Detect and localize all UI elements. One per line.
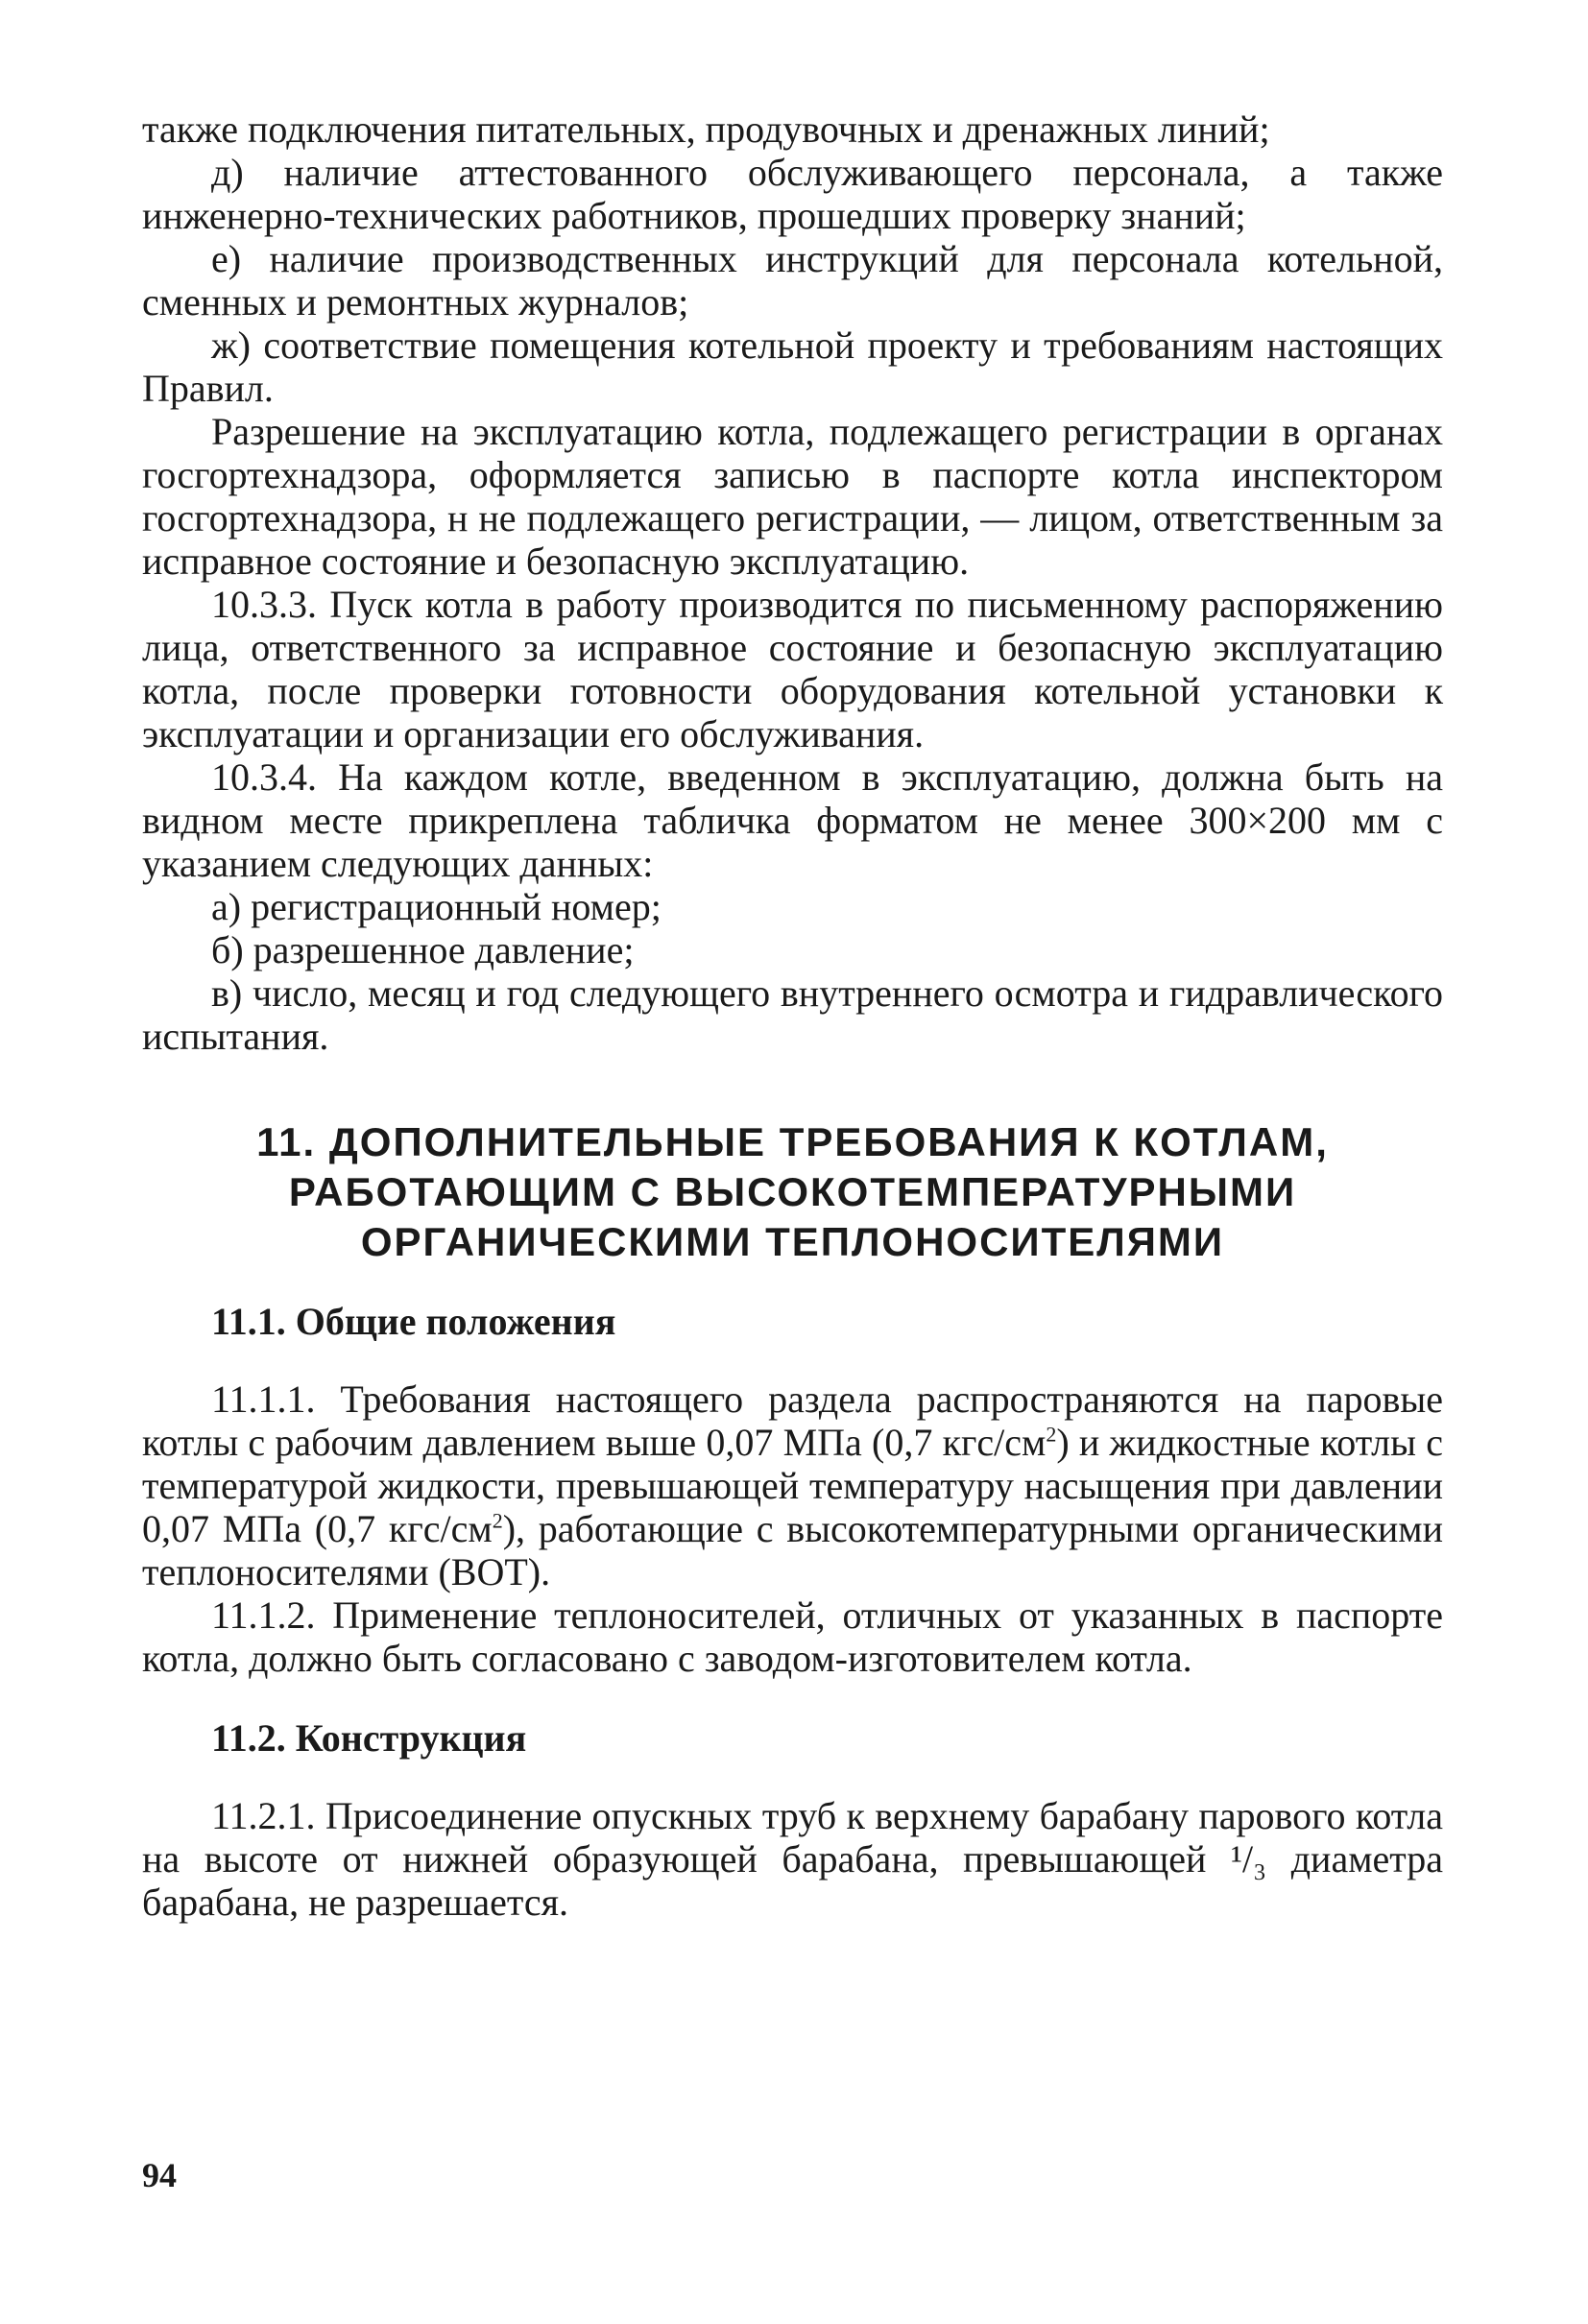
section-title-line-1: 11. ДОПОЛНИТЕЛЬНЫЕ ТРЕБОВАНИЯ К КОТЛАМ, xyxy=(256,1119,1329,1164)
section-title-line-3: ОРГАНИЧЕСКИМИ ТЕПЛОНОСИТЕЛЯМИ xyxy=(360,1219,1225,1264)
paragraph-11-1-1 xyxy=(142,1378,1443,1593)
section-title-line-2: РАБОТАЮЩИМ С ВЫСОКОТЕМПЕРАТУРНЫМИ xyxy=(288,1169,1297,1214)
subsection-title-11-2: 11.2. Конструкция xyxy=(211,1716,527,1760)
page-number: 94 xyxy=(142,2156,177,2194)
list-item-e: е) наличие производственных инструкций для персонала котельной, сменных и ремонтных журналов; xyxy=(142,237,1443,323)
paragraph-11-1-1-part-2: ) и жидкостные котлы с температурой жидкости, превышающей температуру насыщения при давлении 0,07 МПа (0,7 кгс/см xyxy=(142,1421,1443,1550)
text-column xyxy=(142,108,1443,1924)
paragraph-permission: Разрешение на эксплуатацию котла, подлежащего регистрации в органах госгортехнадзора, оформляется записью в паспорте котла инспектором госгортехнадзора, н не подлежащего регистрации, — лицом, ответственным за исправное состояние и безопасную эксплуатацию. xyxy=(142,410,1443,583)
list-item-zh: ж) соответствие помещения котельной проекту и требованиям настоящих Правил. xyxy=(142,323,1443,410)
section-title xyxy=(142,1117,1443,1267)
list-item-a: а) регистрационный номер; xyxy=(211,885,662,928)
list-item-v: в) число, месяц и год следующего внутреннего осмотра и гидравлического испытания. xyxy=(142,971,1443,1058)
paragraph-10-3-4: 10.3.4. На каждом котле, введенном в эксплуатацию, должна быть на видном месте прикреплена табличка форматом не менее 300×200 мм с указанием следующих данных: xyxy=(142,755,1443,885)
subsection-title-11-1: 11.1. Общие положения xyxy=(211,1300,616,1343)
paragraph-11-1-1-part-1: 11.1.1. Требования настоящего раздела распространяются на паровые котлы с рабочим давлением выше 0,07 МПа (0,7 кгс/см xyxy=(142,1378,1443,1464)
paragraph-11-1-2: 11.1.2. Применение теплоносителей, отличных от указанных в паспорте котла, должно быть согласовано с заводом-изготовителем котла. xyxy=(142,1593,1443,1680)
paragraph-continuation: также подключения питательных, продувочных и дренажных линий; xyxy=(142,108,1270,151)
superscript-2: 2 xyxy=(492,1508,503,1533)
paragraph-11-2-1: 11.2.1. Присоединение опускных труб к верхнему барабану парового котла на высоте от нижней образующей барабана, превышающей ¹/₃ диаметра барабана, не разрешается. xyxy=(142,1794,1443,1924)
superscript-2: 2 xyxy=(1046,1422,1057,1447)
list-item-d: д) наличие аттестованного обслуживающего персонала, а также инженерно-технических работников, прошедших проверку знаний; xyxy=(142,151,1443,237)
paragraph-11-1-1-part-3: ), работающие с высокотемпературными органическими теплоносителями (ВОТ). xyxy=(142,1507,1443,1593)
paragraph-10-3-3: 10.3.3. Пуск котла в работу производится по письменному распоряжению лица, ответственного за исправное состояние и безопасную эксплуатацию котла, после проверки готовности оборудования котельной установки к эксплуатации и организации его обслуживания. xyxy=(142,583,1443,755)
list-item-b: б) разрешенное давление; xyxy=(211,928,635,971)
